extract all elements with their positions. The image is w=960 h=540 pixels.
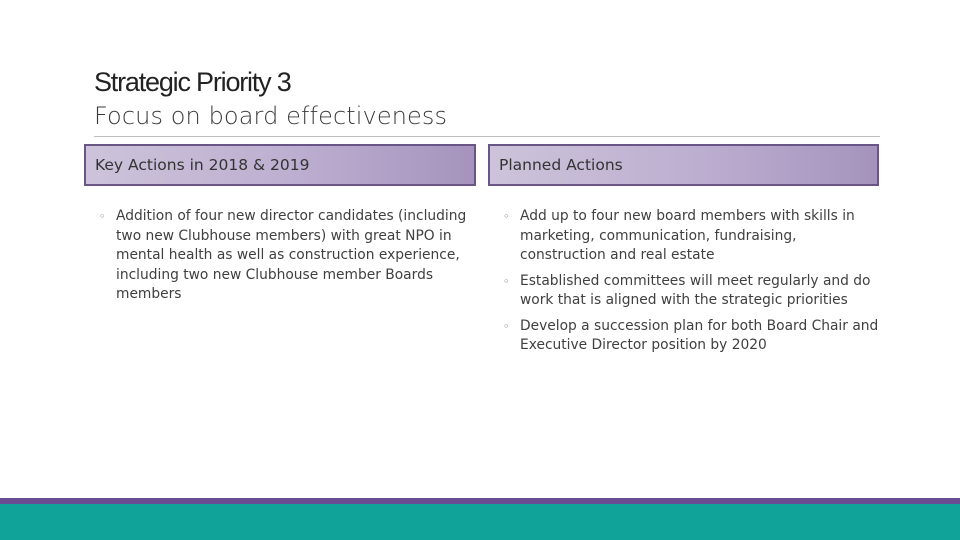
bullet-text: Add up to four new board members with skills in marketing, communication, fundraising, construction and real estate <box>520 208 855 263</box>
slide-title: Strategic Priority 3 <box>94 67 291 97</box>
bullet-icon: ◦ <box>503 274 510 288</box>
list-item <box>99 207 469 305</box>
bullet-icon: ◦ <box>503 319 510 333</box>
list-item <box>503 207 885 266</box>
footer-band-teal <box>0 504 960 540</box>
right-column-header <box>488 144 879 186</box>
right-column-bullets <box>503 207 885 362</box>
bullet-text: Develop a succession plan for both Board Chair and Executive Director position by 2020 <box>520 317 879 353</box>
right-column-header-label: Planned Actions <box>499 156 623 174</box>
bullet-icon: ◦ <box>503 210 510 223</box>
bullet-text: Addition of four new director candidates (including two new Clubhouse members) with great NPO in mental health as well as construction experience, including two new Clubhouse member Boards members <box>116 208 467 302</box>
left-column-bullets <box>99 207 469 311</box>
bullet-text: Established committees will meet regularly and do work that is aligned with the strategic priorities <box>520 272 871 308</box>
left-column-header-label: Key Actions in 2018 & 2019 <box>95 156 310 174</box>
bullet-icon: ◦ <box>99 210 106 223</box>
list-item <box>503 317 885 356</box>
left-column-header <box>84 144 476 186</box>
title-divider <box>94 136 880 137</box>
list-item <box>503 272 885 311</box>
slide-subtitle: Focus on board effectiveness <box>94 102 448 130</box>
